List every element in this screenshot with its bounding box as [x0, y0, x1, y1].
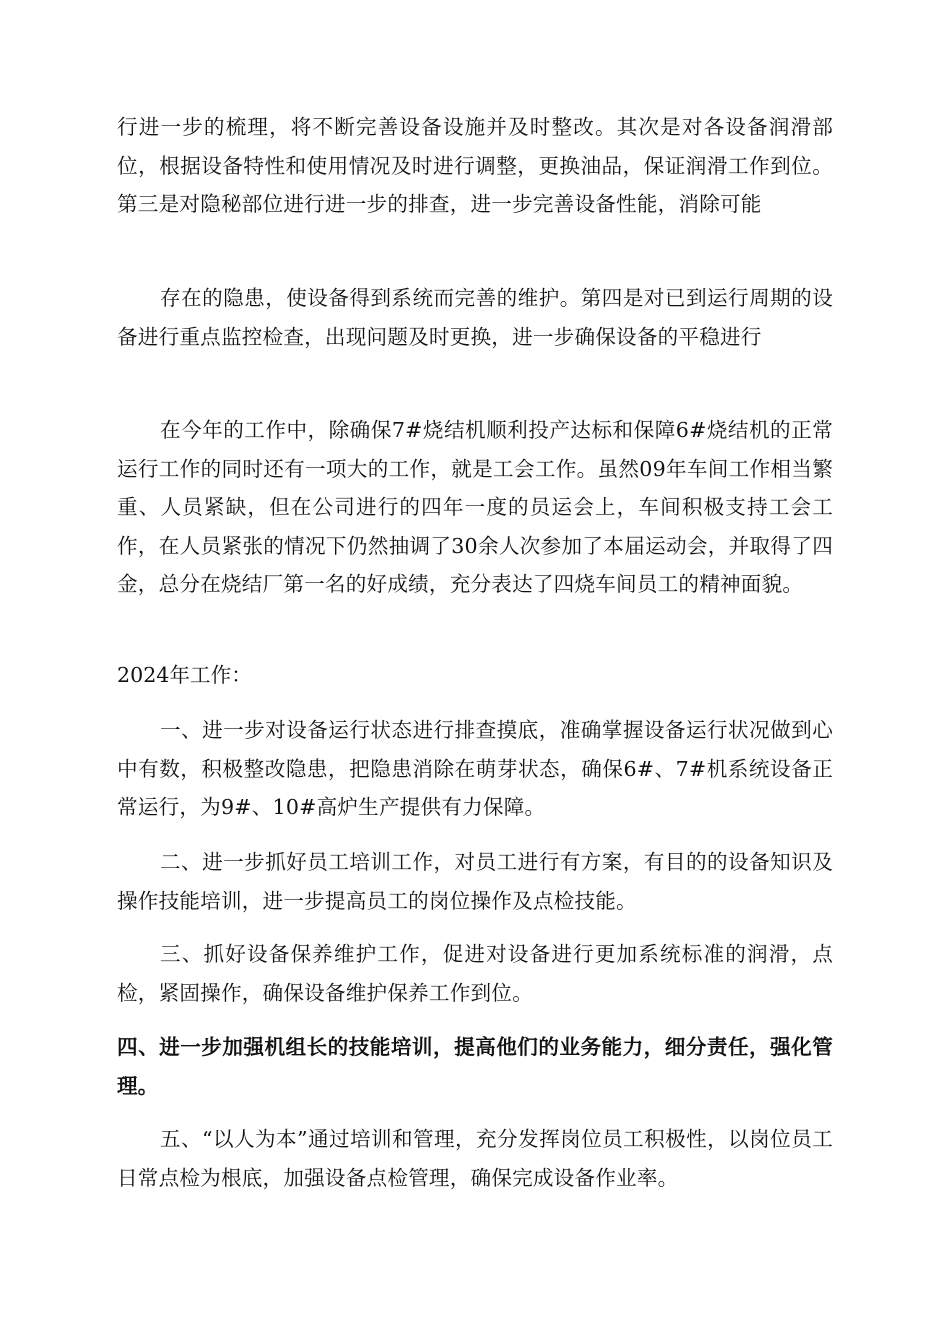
list-item-2: 二、进一步抓好员工培训工作，对员工进行有方案，有目的的设备知识及操作技能培训，进一步提高员工的岗位操作及点检技能。	[117, 850, 833, 913]
paragraph-continuation: 行进一步的梳理，将不断完善设备设施并及时整改。其次是对各设备润滑部位，根据设备特性和使用情况及时进行调整，更换油品，保证润滑工作到位。第三是对隐秘部位进行进一步的排查，进一步完善设备性能，消除可能	[117, 115, 833, 216]
paragraph-hidden-dangers: 存在的隐患，使设备得到系统而完善的维护。第四是对已到运行周期的设备进行重点监控检查，出现问题及时更换，进一步确保设备的平稳进行	[117, 286, 833, 349]
list-item-3: 三、抓好设备保养维护工作，促进对设备进行更加系统标准的润滑，点检，紧固操作，确保设备维护保养工作到位。	[117, 942, 833, 1005]
list-item-4-bold: 四、进一步加强机组长的技能培训，提高他们的业务能力，细分责任，强化管理。	[117, 1035, 833, 1098]
paragraph-union-work: 在今年的工作中，除确保7#烧结机顺利投产达标和保障6#烧结机的正常运行工作的同时还有一项大的工作，就是工会工作。虽然09年车间工作相当繁重、人员紧缺，但在公司进行的四年一度的员运会上，车间积极支持工会工作，在人员紧张的情况下仍然抽调了30余人次参加了本届运动会，并取得了四金，总分在烧结厂第一名的好成绩，充分表达了四烧车间员工的精神面貌。	[117, 418, 833, 596]
list-item-1: 一、进一步对设备运行状态进行排查摸底，准确掌握设备运行状况做到心中有数，积极整改隐患，把隐患消除在萌芽状态，确保6#、7#机系统设备正常运行，为9#、10#高炉生产提供有力保障。	[117, 718, 833, 819]
section-heading: 2024年工作：	[117, 663, 252, 687]
list-item-5: 五、“以人为本”通过培训和管理，充分发挥岗位员工积极性，以岗位员工日常点检为根底，加强设备点检管理，确保完成设备作业率。	[117, 1127, 833, 1190]
